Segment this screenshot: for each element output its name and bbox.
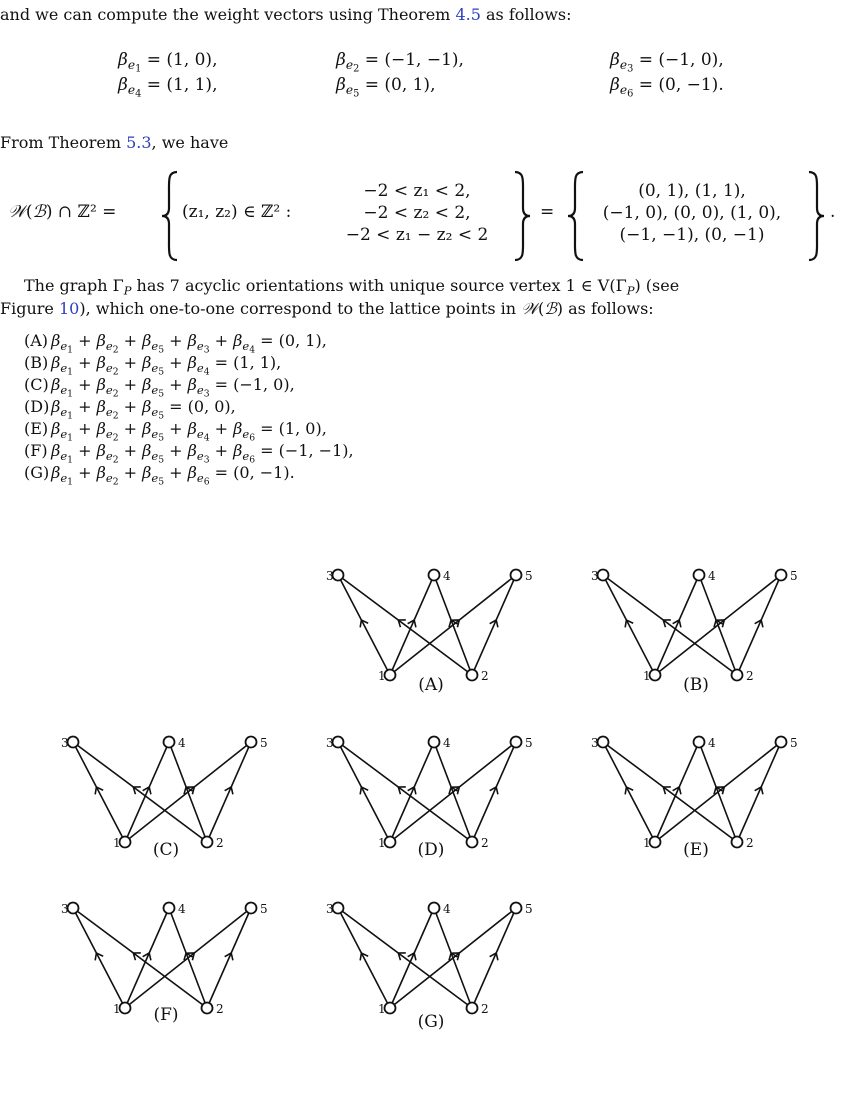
beta-term: $\beta_{e_3}$ (187, 331, 210, 355)
vertex-label: 5 (525, 569, 533, 583)
weight-e6: $\beta_{e_6} = (0$, −1). (610, 75, 724, 100)
intro-sentence (0, 4, 572, 25)
graph-vertex (650, 837, 661, 848)
graph-edge (655, 575, 699, 675)
vertex-label: 3 (326, 569, 334, 583)
figure-caption: (E) (683, 840, 709, 860)
orientation-list (24, 330, 354, 487)
list-item-label: (B) (24, 353, 49, 372)
vertex-label: 3 (591, 569, 599, 583)
list-item-result: = (0, 1), (255, 331, 327, 350)
beta-term: $\beta_{e_1}$ (51, 331, 74, 355)
set-member: (z₁, z₂) ∈ ℤ² : (182, 202, 292, 222)
orientation-graph (326, 736, 533, 860)
orientation-graph (326, 569, 533, 695)
beta-term: $\beta_{e_3}$ (187, 441, 210, 465)
graph-edge (737, 575, 781, 675)
graph-vertex (202, 837, 213, 848)
graph-vertex (385, 670, 396, 681)
graph-vertex (120, 1003, 131, 1014)
beta-term: $\beta_{e_5}$ (142, 353, 165, 377)
vertex-label: 2 (481, 669, 489, 683)
weight-e5: $\beta_{e_5} = (0$, 1), (336, 75, 436, 100)
orientation-graph (591, 736, 798, 860)
orientation-graph (61, 902, 268, 1025)
graph-edge (125, 742, 169, 842)
graph-edge (338, 575, 390, 675)
vertex-label: 2 (746, 669, 754, 683)
figure-caption: (G) (417, 1012, 445, 1032)
vertex-label: 3 (326, 902, 334, 916)
list-item-label: (G) (24, 463, 50, 482)
weight-e1: $\beta_{e_1} = (1$, 0), (118, 50, 218, 75)
vertex-label: 4 (708, 736, 716, 750)
graph-vertex (333, 903, 344, 914)
graph-vertex (164, 737, 175, 748)
graph-vertex (333, 737, 344, 748)
orientation-list-item: (E) $\beta_{e_1} + \beta_{e_2} + \beta_{e_5} + \beta_{e_4} + \beta_{e_6} = (1$, 0), (24, 419, 327, 443)
graph-vertex (467, 1003, 478, 1014)
vertex-label: 2 (216, 1002, 224, 1016)
graph-vertex (385, 837, 396, 848)
vertex-label: 5 (525, 736, 533, 750)
graph-vertex (68, 903, 79, 914)
set-equation (0, 166, 863, 266)
graph-vertex (694, 570, 705, 581)
vertex-label: 5 (525, 902, 533, 916)
graph-edge (207, 908, 251, 1008)
list-item-label: (F) (24, 441, 48, 460)
orientation-graph (326, 902, 533, 1032)
vertex-label: 1 (378, 669, 386, 683)
set-conditions: −2 < z₁ < 2, −2 < z₂ < 2, −2 < z₁ − z₂ < 2 (345, 181, 489, 245)
graph-vertex (246, 737, 257, 748)
beta-term: $\beta_{e_5}$ (142, 441, 165, 465)
figure-caption: (B) (683, 675, 709, 695)
graph-edge (603, 742, 655, 842)
right-brace-1 (512, 170, 532, 262)
list-item-result: = (1, 0), (255, 419, 327, 438)
vertex-label: 2 (481, 1002, 489, 1016)
list-item-label: (D) (24, 397, 50, 416)
beta-term: $\beta_{e_4}$ (187, 419, 210, 443)
beta-term: $\beta_{e_5}$ (142, 463, 165, 487)
list-item-label: (A) (24, 331, 49, 350)
equals-sign: = (540, 202, 555, 222)
graph-vertex (776, 737, 787, 748)
beta-term: $\beta_{e_2}$ (96, 463, 119, 487)
orientation-list-item: (B) $\beta_{e_1} + \beta_{e_2} + \beta_{e_5} + \beta_{e_4} = (1$, 1), (24, 353, 282, 377)
graph-edge (338, 742, 390, 842)
vertex-label: 5 (260, 736, 268, 750)
graph-vertex (246, 903, 257, 914)
weight-e2: $\beta_{e_2} = (-1$, −1), (336, 50, 464, 75)
graph-vertex (467, 837, 478, 848)
orientation-graph (591, 569, 798, 695)
from-theorem-sentence: From Theorem 5.3, we have (0, 133, 229, 152)
period: . (830, 202, 836, 222)
graph-vertex (164, 903, 175, 914)
beta-term: $\beta_{e_1}$ (51, 353, 74, 377)
graph-edge (73, 908, 125, 1008)
left-brace-1 (160, 170, 180, 262)
beta-term: $\beta_{e_2}$ (96, 419, 119, 443)
figure-caption: (A) (418, 675, 444, 695)
orientation-list-item: (D) $\beta_{e_1} + \beta_{e_2} + \beta_{e_5} = (0$, 0), (24, 397, 236, 421)
vertex-label: 5 (790, 736, 798, 750)
graph-edge (207, 742, 251, 842)
vertex-label: 1 (643, 836, 651, 850)
beta-term: $\beta_{e_2}$ (96, 375, 119, 399)
beta-term: $\beta_{e_4}$ (233, 331, 256, 355)
list-item-label: (C) (24, 375, 49, 394)
graph-vertex (598, 737, 609, 748)
graph-vertex (650, 670, 661, 681)
beta-term: $\beta_{e_5}$ (142, 375, 165, 399)
graph-paragraph-line2: Figure 10), which one-to-one correspond to the lattice points in 𝒲(ℬ) as follows: (0, 299, 654, 318)
list-item-label: (E) (24, 419, 49, 438)
vertex-label: 3 (591, 736, 599, 750)
beta-term: $\beta_{e_3}$ (187, 375, 210, 399)
graph-edge (603, 575, 655, 675)
vertex-label: 3 (61, 902, 69, 916)
vertex-label: 2 (746, 836, 754, 850)
vertex-label: 2 (481, 836, 489, 850)
beta-term: $\beta_{e_4}$ (187, 353, 210, 377)
vertex-label: 1 (378, 1002, 386, 1016)
vertex-label: 1 (378, 836, 386, 850)
figure-10-link[interactable]: 10 (58, 299, 80, 318)
graph-edge (472, 575, 516, 675)
orientation-graph (61, 736, 268, 860)
figure-caption: (F) (153, 1005, 179, 1025)
graph-vertex (511, 737, 522, 748)
beta-term: $\beta_{e_1}$ (51, 397, 74, 421)
graph-edge (390, 575, 434, 675)
graph-vertex (598, 570, 609, 581)
graph-vertex (467, 670, 478, 681)
theorem-5-3-link[interactable]: 5.3 (126, 133, 152, 152)
graph-vertex (732, 670, 743, 681)
graph-edge (472, 742, 516, 842)
vertex-label: 1 (113, 836, 121, 850)
beta-term: $\beta_{e_2}$ (96, 397, 119, 421)
weight-e4: $\beta_{e_4} = (1$, 1), (118, 75, 218, 100)
graph-edge (472, 908, 516, 1008)
graph-edge (390, 908, 434, 1008)
graph-vertex (333, 570, 344, 581)
beta-term: $\beta_{e_2}$ (96, 331, 119, 355)
beta-term: $\beta_{e_6}$ (233, 441, 256, 465)
intro-text: and we can compute the weight vectors using Theorem (0, 5, 456, 24)
vertex-label: 3 (326, 736, 334, 750)
graph-vertex (202, 1003, 213, 1014)
beta-term: $\beta_{e_2}$ (96, 441, 119, 465)
list-item-result: = (−1, −1), (255, 441, 354, 460)
vertex-label: 4 (443, 569, 451, 583)
beta-term: $\beta_{e_2}$ (96, 353, 119, 377)
beta-term: $\beta_{e_5}$ (142, 419, 165, 443)
beta-term: $\beta_{e_5}$ (142, 331, 165, 355)
orientation-list-item: (C) $\beta_{e_1} + \beta_{e_2} + \beta_{e_5} + \beta_{e_3} = (-1$, 0), (24, 375, 295, 399)
graph-vertex (385, 1003, 396, 1014)
graph-vertex (511, 570, 522, 581)
theorem-4-5-link[interactable]: 4.5 (455, 5, 481, 24)
graph-vertex (429, 737, 440, 748)
vertex-label: 5 (260, 902, 268, 916)
vertex-label: 3 (61, 736, 69, 750)
list-item-result: = (−1, 0), (209, 375, 295, 394)
list-item-result: = (0, 0), (164, 397, 236, 416)
vertex-label: 4 (443, 736, 451, 750)
figure-caption: (D) (417, 840, 445, 860)
vertex-label: 4 (178, 902, 186, 916)
right-brace-2 (806, 170, 826, 262)
beta-term: $\beta_{e_1}$ (51, 375, 74, 399)
vertex-label: 4 (708, 569, 716, 583)
orientation-list-item: (G) $\beta_{e_1} + \beta_{e_2} + \beta_{e_5} + \beta_{e_6} = (0$, −1). (24, 463, 295, 487)
graph-vertex (511, 903, 522, 914)
figure-caption: (C) (152, 840, 180, 860)
beta-term: $\beta_{e_1}$ (51, 463, 74, 487)
graph-edge (737, 742, 781, 842)
graph-vertex (429, 903, 440, 914)
vertex-label: 4 (178, 736, 186, 750)
graph-vertex (694, 737, 705, 748)
vertex-label: 1 (643, 669, 651, 683)
orientation-figures (0, 555, 863, 1035)
graph-edge (338, 908, 390, 1008)
graph-paragraph-line1: The graph $\Gamma_P$ has 7 acyclic orientations with unique source vertex 1 ∈ $V(\Gamma_P)$ (see (24, 276, 680, 298)
orientation-list-item: (A) $\beta_{e_1} + \beta_{e_2} + \beta_{e_5} + \beta_{e_3} + \beta_{e_4} = (0$, 1), (24, 331, 327, 355)
vertex-label: 1 (113, 1002, 121, 1016)
list-item-result: = (1, 1), (209, 353, 282, 372)
graph-edge (73, 742, 125, 842)
graph-vertex (68, 737, 79, 748)
graph-vertex (776, 570, 787, 581)
beta-term: $\beta_{e_5}$ (142, 397, 165, 421)
graph-edge (390, 742, 434, 842)
orientation-list-item: (F) $\beta_{e_1} + \beta_{e_2} + \beta_{e_5} + \beta_{e_3} + \beta_{e_6} = (-1$, −1), (24, 441, 354, 465)
set-points: (0, 1), (1, 1), (−1, 0), (0, 0), (1, 0), (−1, −1), (0, −1) (602, 181, 782, 245)
weight-e3: $\beta_{e_3} = (-1$, 0), (610, 50, 724, 75)
graph-edge (655, 742, 699, 842)
set-lhs: 𝒲(ℬ) ∩ ℤ² = (8, 202, 117, 222)
beta-term: $\beta_{e_6}$ (187, 463, 210, 487)
list-item-result: = (0, −1). (209, 463, 295, 482)
graph-vertex (429, 570, 440, 581)
intro-text-end: as follows: (480, 5, 572, 24)
beta-term: $\beta_{e_1}$ (51, 441, 74, 465)
vertex-label: 2 (216, 836, 224, 850)
graph-vertex (120, 837, 131, 848)
vertex-label: 5 (790, 569, 798, 583)
graph-vertex (732, 837, 743, 848)
graph-edge (125, 908, 169, 1008)
beta-term: $\beta_{e_1}$ (51, 419, 74, 443)
beta-term: $\beta_{e_6}$ (233, 419, 256, 443)
vertex-label: 4 (443, 902, 451, 916)
